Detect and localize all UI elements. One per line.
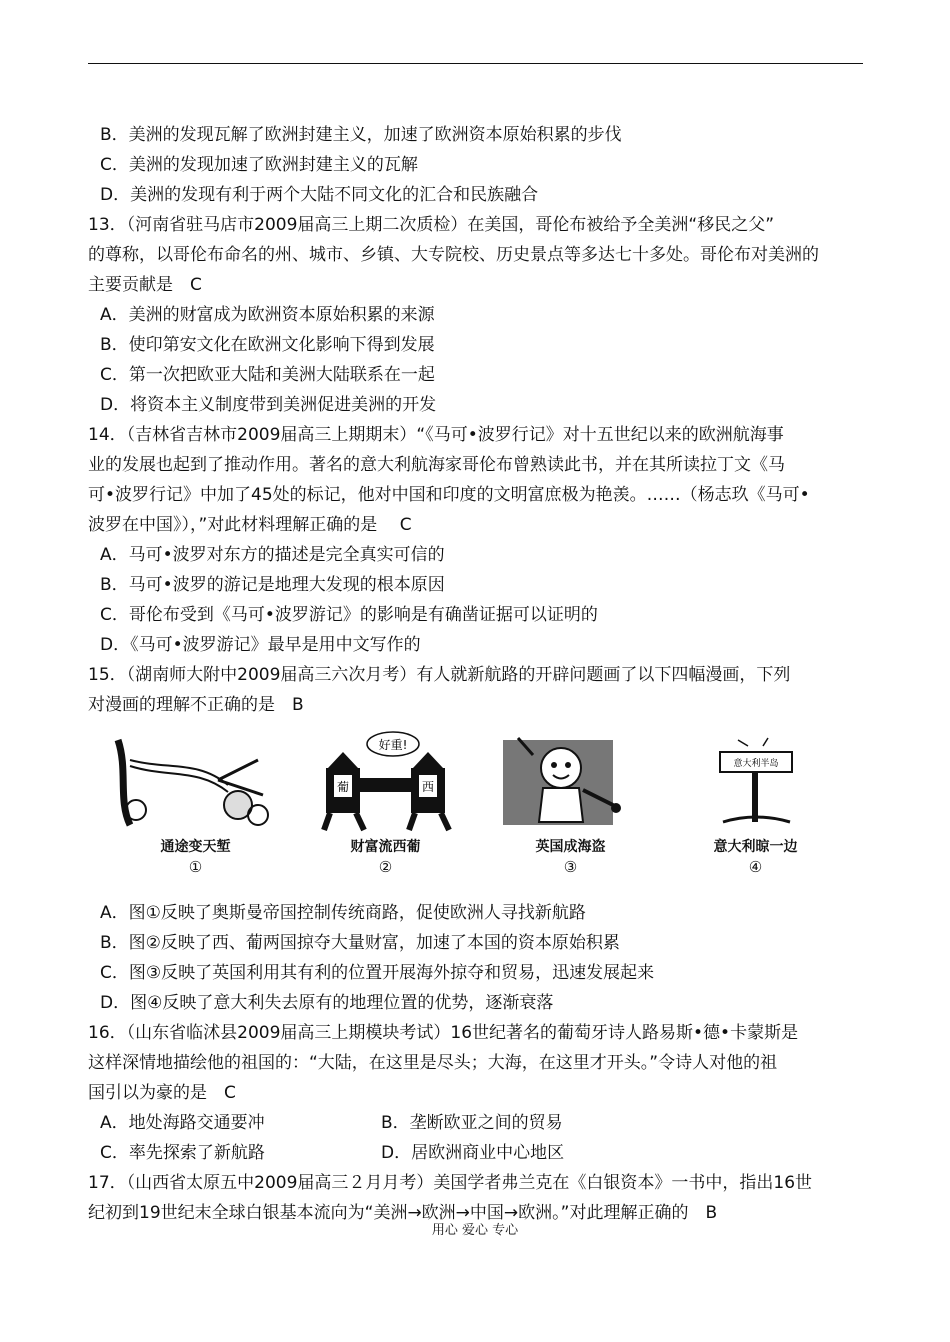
text-line: D．将资本主义制度带到美洲促进美洲的开发 <box>100 395 437 415</box>
text-line: D．《马可•波罗游记》最早是用中文写作的 <box>100 635 421 655</box>
text-line: 可•波罗行记》中加了45处的标记，他对中国和印度的文明富庶极为艳羡。……（杨志玖《马可• <box>88 485 810 505</box>
text-block-q15-q16 <box>88 898 864 1108</box>
header-rule <box>88 63 863 64</box>
q16-option-d: D．居欧洲商业中心地区 <box>381 1143 565 1163</box>
text-line: 16．（山东省临沭县2009届高三上期模块考试）16世纪著名的葡萄牙诗人路易斯•德•卡蒙斯是 <box>88 1023 799 1043</box>
q16-options-row-2 <box>88 1138 864 1168</box>
text-line: 13．（河南省驻马店市2009届高三上期二次质检）在美国，哥伦布被给予全美洲“移民之父” <box>88 215 775 235</box>
text-line: 对漫画的理解不正确的是 B <box>88 695 304 715</box>
text-line: B．美洲的发现瓦解了欧洲封建主义，加速了欧洲资本原始积累的步伐 <box>100 125 622 145</box>
text-line: C．第一次把欧亚大陆和美洲大陆联系在一起 <box>100 365 435 385</box>
q16-option-c: C．率先探索了新航路 <box>100 1143 265 1163</box>
comic-number-1: ① <box>188 858 203 876</box>
text-line: B．图②反映了西、葡两国掠夺大量财富，加速了本国的资本原始积累 <box>100 933 620 953</box>
comic-panel-4 <box>668 730 843 880</box>
text-line: B．使印第安文化在欧洲文化影响下得到发展 <box>100 335 435 355</box>
text-block-q12-q15 <box>88 120 864 720</box>
comic-panel-2 <box>298 730 473 880</box>
page-footer: 用心 爱心 专心 <box>431 1223 519 1238</box>
text-line: C．美洲的发现加速了欧洲封建主义的瓦解 <box>100 155 418 175</box>
comic-signpost-illustration <box>668 730 843 835</box>
comic-sign-text: 意大利半岛 <box>733 759 779 769</box>
comic-caption-3: 英国成海盗 <box>535 839 606 855</box>
document-body <box>88 120 864 1228</box>
text-line: 15．（湖南师大附中2009届高三六次月考）有人就新航路的开辟问题画了以下四幅漫画，下列 <box>88 665 791 685</box>
text-line: 14．（吉林省吉林市2009届高三上期期末）“《马可•波罗行记》对十五世纪以来的欧洲航海事 <box>88 425 784 445</box>
comic-caption-2: 财富流西葡 <box>350 839 421 855</box>
comic-scissors-road-illustration <box>108 730 283 835</box>
text-line: D．美洲的发现有利于两个大陆不同文化的汇合和民族融合 <box>100 185 539 205</box>
comic-two-men-carrying-illustration <box>298 730 473 835</box>
text-line: 波罗在中国》），”对此材料理解正确的是 C <box>88 515 412 535</box>
text-line: D．图④反映了意大利失去原有的地理位置的优势，逐渐衰落 <box>100 993 554 1013</box>
comic-panel-3 <box>483 730 658 880</box>
comic-caption-1: 通途变天堑 <box>160 839 231 855</box>
comic-strip <box>88 730 864 880</box>
text-line: B．马可•波罗的游记是地理大发现的根本原因 <box>100 575 445 595</box>
text-line: A．美洲的财富成为欧洲资本原始积累的来源 <box>100 305 435 325</box>
text-line: C．哥伦布受到《马可•波罗游记》的影响是有确凿证据可以证明的 <box>100 605 598 625</box>
comic-tag-portugal: 葡 <box>336 780 350 794</box>
q16-option-a: A．地处海路交通要冲 <box>100 1113 265 1133</box>
comic-caption-4: 意大利晾一边 <box>713 839 798 855</box>
text-line: A．图①反映了奥斯曼帝国控制传统商路，促使欧洲人寻找新航路 <box>100 903 586 923</box>
text-line: 纪初到19世纪末全球白银基本流向为“美洲→欧洲→中国→欧洲。”对此理解正确的 B <box>88 1203 718 1223</box>
q16-option-b: B．垄断欧亚之间的贸易 <box>381 1113 563 1133</box>
comic-number-3: ③ <box>563 858 578 876</box>
text-line: 这样深情地描绘他的祖国的：“大陆，在这里是尽头；大海，在这里才开头。”令诗人对他的祖 <box>88 1053 778 1073</box>
text-line: 17．（山西省太原五中2009届高三２月月考）美国学者弗兰克在《白银资本》一书中，指出16世 <box>88 1173 813 1193</box>
comic-bubble-text: 好重! <box>378 738 408 752</box>
comic-pirate-illustration <box>483 730 658 835</box>
text-line: C．图③反映了英国利用其有利的位置开展海外掠夺和贸易，迅速发展起来 <box>100 963 655 983</box>
comic-tag-spain: 西 <box>421 780 435 794</box>
comic-number-4: ④ <box>748 858 763 876</box>
text-line: A．马可•波罗对东方的描述是完全真实可信的 <box>100 545 445 565</box>
comic-panel-1 <box>108 730 283 880</box>
text-line: 的尊称，以哥伦布命名的州、城市、乡镇、大专院校、历史景点等多达七十多处。哥伦布对美洲的 <box>88 245 819 265</box>
text-line: 业的发展也起到了推动作用。著名的意大利航海家哥伦布曾熟读此书，并在其所读拉丁文《马 <box>88 455 785 475</box>
comic-number-2: ② <box>378 858 393 876</box>
q16-options-row-1 <box>88 1108 864 1138</box>
text-line: 国引以为豪的是 C <box>88 1083 236 1103</box>
text-line: 主要贡献是 C <box>88 275 202 295</box>
